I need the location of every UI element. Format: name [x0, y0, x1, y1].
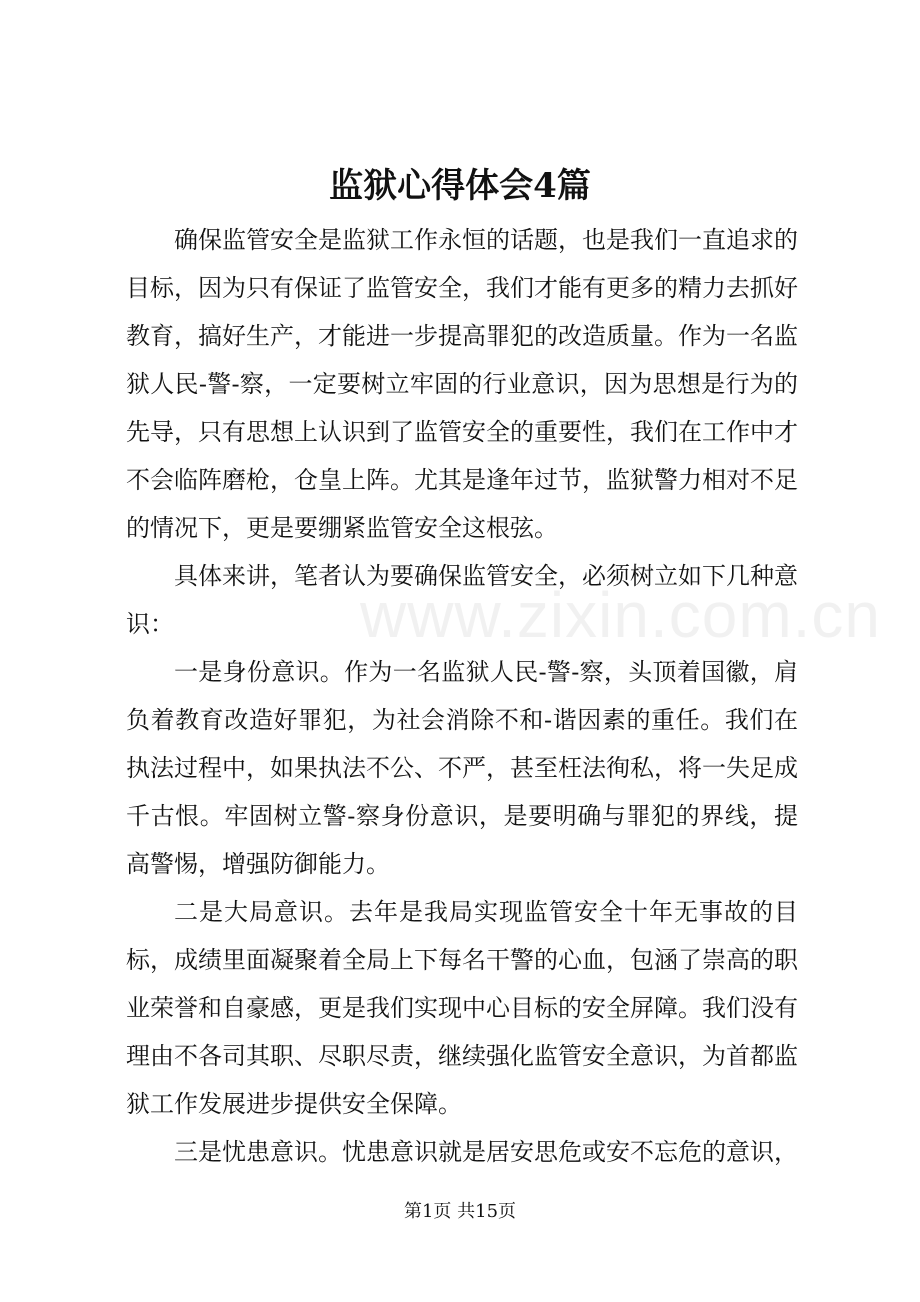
page-title: 监狱心得体会4篇 — [329, 166, 591, 206]
paragraph-4: 二是大局意识。去年是我局实现监管安全十年无事故的目标，成绩里面凝聚着全局上下每名干警的心血，包涵了崇高的职业荣誉和自豪感，更是我们实现中心目标的安全屏障。我们没有理由不各司其职、尽职尽责，继续强化监管安全意识，为首都监狱工作发展进步提供安全保障。 — [126, 898, 798, 1118]
paragraph-2: 具体来讲，笔者认为要确保监管安全，必须树立如下几种意识： — [126, 562, 798, 638]
paragraph-3: 一是身份意识。作为一名监狱人民-警-察，头顶着国徽，肩负着教育改造好罪犯，为社会消除不和-谐因素的重任。我们在执法过程中，如果执法不公、不严，甚至枉法徇私，将一失足成千古恨。牢固树立警-察身份意识，是要明确与罪犯的界线，提高警惕，增强防御能力。 — [126, 658, 798, 878]
page-number-footer: 第1页 共15页 — [403, 1201, 517, 1222]
paragraph-5: 三是忧患意识。忧患意识就是居安思危或安不忘危的意识， — [174, 1138, 798, 1166]
paragraph-1: 确保监管安全是监狱工作永恒的话题，也是我们一直追求的目标，因为只有保证了监管安全，我们才能有更多的精力去抓好教育，搞好生产，才能进一步提高罪犯的改造质量。作为一名监狱人民-警-察，一定要树立牢固的行业意识，因为思想是行为的先导，只有思想上认识到了监管安全的重要性，我们在工作中才不会临阵磨枪，仓皇上阵。尤其是逢年过节，监狱警力相对不足的情况下，更是要绷紧监管安全这根弦。 — [126, 226, 798, 542]
watermark: www.zixin.com.cn — [360, 579, 881, 651]
document-body — [126, 216, 798, 1176]
